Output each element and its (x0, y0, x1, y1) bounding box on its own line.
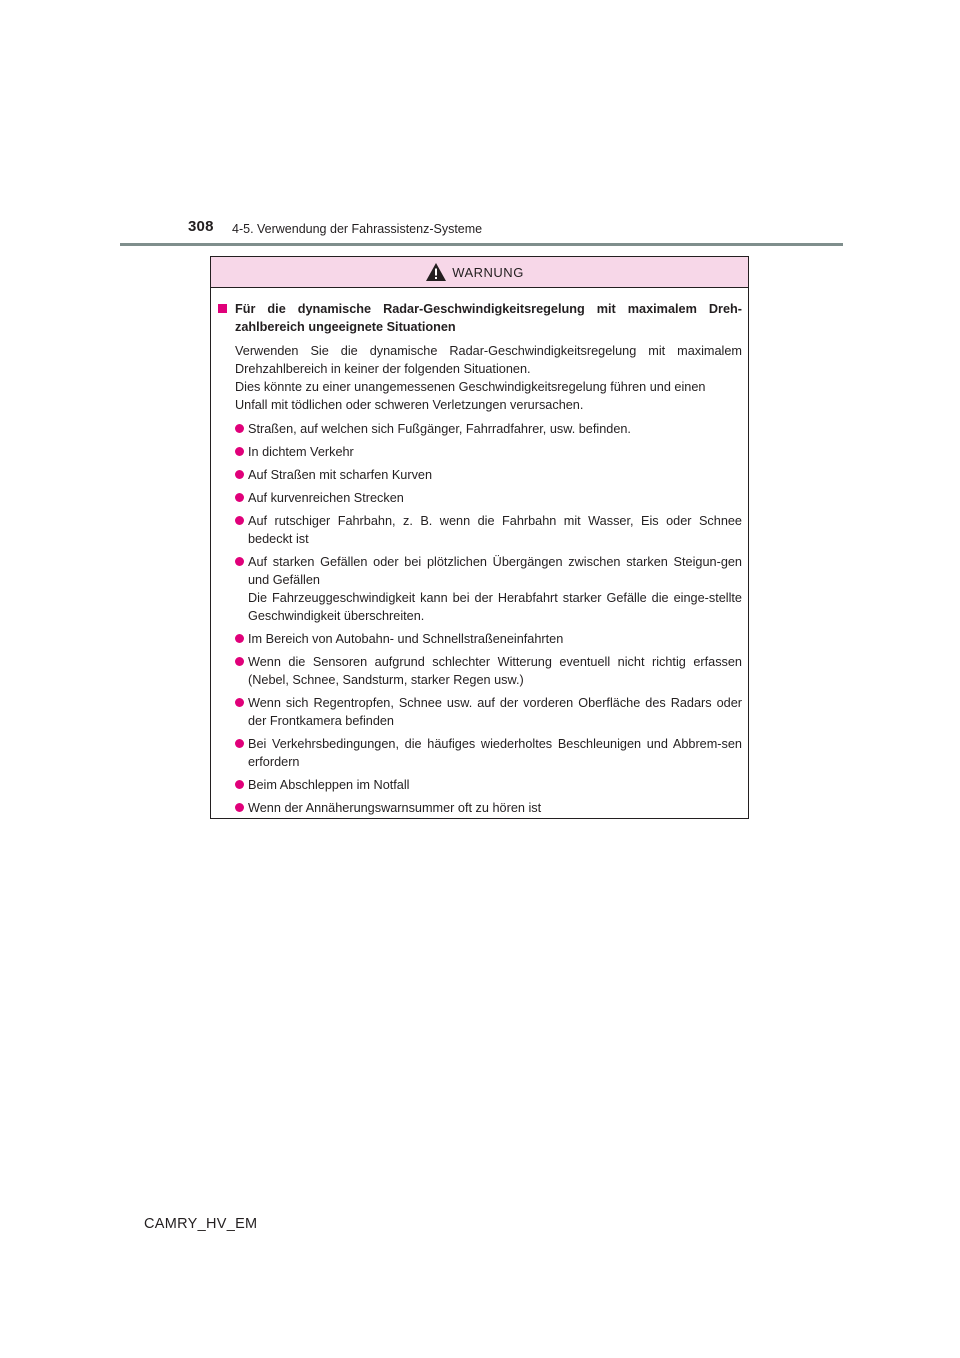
list-item (217, 799, 742, 817)
warning-intro (217, 342, 742, 414)
warning-subheading (217, 300, 742, 336)
list-item-text: Beim Abschleppen im Notfall (248, 778, 410, 792)
circle-bullet-icon (235, 803, 244, 812)
list-item-text: Auf starken Gefällen oder bei plötzlichen Übergängen zwischen starken Steigun-gen und Gefällen (248, 555, 742, 587)
warning-box (210, 256, 749, 819)
circle-bullet-icon (235, 657, 244, 666)
list-item-text: Wenn sich Regentropfen, Schnee usw. auf der vorderen Oberfläche des Radars oder der Frontkamera befinden (248, 696, 742, 728)
list-item-text: Auf Straßen mit scharfen Kurven (248, 468, 433, 482)
circle-bullet-icon (235, 557, 244, 566)
circle-bullet-icon (235, 493, 244, 502)
circle-bullet-icon (235, 424, 244, 433)
list-item (217, 776, 742, 794)
list-item (217, 420, 742, 438)
list-item (217, 630, 742, 648)
list-item (217, 553, 742, 625)
list-item-text: Im Bereich von Autobahn- und Schnellstraßeneinfahrten (248, 632, 564, 646)
list-item-text: Bei Verkehrsbedingungen, die häufiges wiederholtes Beschleunigen und Abbrem-sen erfordern (248, 737, 742, 769)
list-item-note: Die Fahrzeuggeschwindigkeit kann bei der Herabfahrt starker Gefälle die einge-stellte Geschwindigkeit überschreiten. (248, 591, 742, 623)
list-item (217, 466, 742, 484)
warning-content (211, 288, 748, 817)
list-item-text: Straßen, auf welchen sich Fußgänger, Fahrradfahrer, usw. befinden. (248, 422, 631, 436)
situation-list (217, 420, 742, 817)
circle-bullet-icon (235, 739, 244, 748)
circle-bullet-icon (235, 634, 244, 643)
list-item (217, 694, 742, 730)
header-rule (120, 243, 843, 246)
model-code: CAMRY_HV_EM (144, 1216, 258, 1232)
list-item-text: Auf kurvenreichen Strecken (248, 491, 404, 505)
list-item (217, 489, 742, 507)
warning-header (211, 257, 748, 288)
list-item (217, 653, 742, 689)
list-item-text: In dichtem Verkehr (248, 445, 354, 459)
list-item-text: Wenn die Sensoren aufgrund schlechter Witterung eventuell nicht richtig erfassen (Nebel, Schnee, Sandsturm, starker Regen usw.) (248, 655, 742, 687)
circle-bullet-icon (235, 780, 244, 789)
list-item-text: Wenn der Annäherungswarnsummer oft zu hören ist (248, 801, 542, 815)
page-number: 308 (188, 218, 214, 235)
intro-line: Dies könnte zu einer unangemessenen Geschwindigkeitsregelung führen und einen (235, 380, 706, 394)
intro-line: Unfall mit tödlichen oder schweren Verletzungen verursachen. (235, 398, 584, 412)
circle-bullet-icon (235, 447, 244, 456)
circle-bullet-icon (235, 470, 244, 479)
list-item-text: Auf rutschiger Fahrbahn, z. B. wenn die Fahrbahn mit Wasser, Eis oder Schnee bedeckt ist (248, 514, 742, 546)
circle-bullet-icon (235, 516, 244, 525)
warning-triangle-icon (425, 262, 447, 282)
section-title: 4-5. Verwendung der Fahrassistenz-Systeme (232, 222, 483, 236)
intro-line: Drehzahlbereich in keiner der folgenden Situationen. (235, 362, 531, 376)
list-item (217, 443, 742, 461)
subheading-text: Für die dynamische Radar-Geschwindigkeitsregelung mit maximalem Dreh-zahlbereich ungeeignete Situationen (235, 302, 742, 334)
intro-line: Verwenden Sie die dynamische Radar-Geschwindigkeitsregelung mit maximalem (235, 344, 742, 358)
square-bullet-icon (218, 304, 227, 313)
warning-title: WARNUNG (452, 264, 524, 280)
circle-bullet-icon (235, 698, 244, 707)
list-item (217, 512, 742, 548)
list-item (217, 735, 742, 771)
